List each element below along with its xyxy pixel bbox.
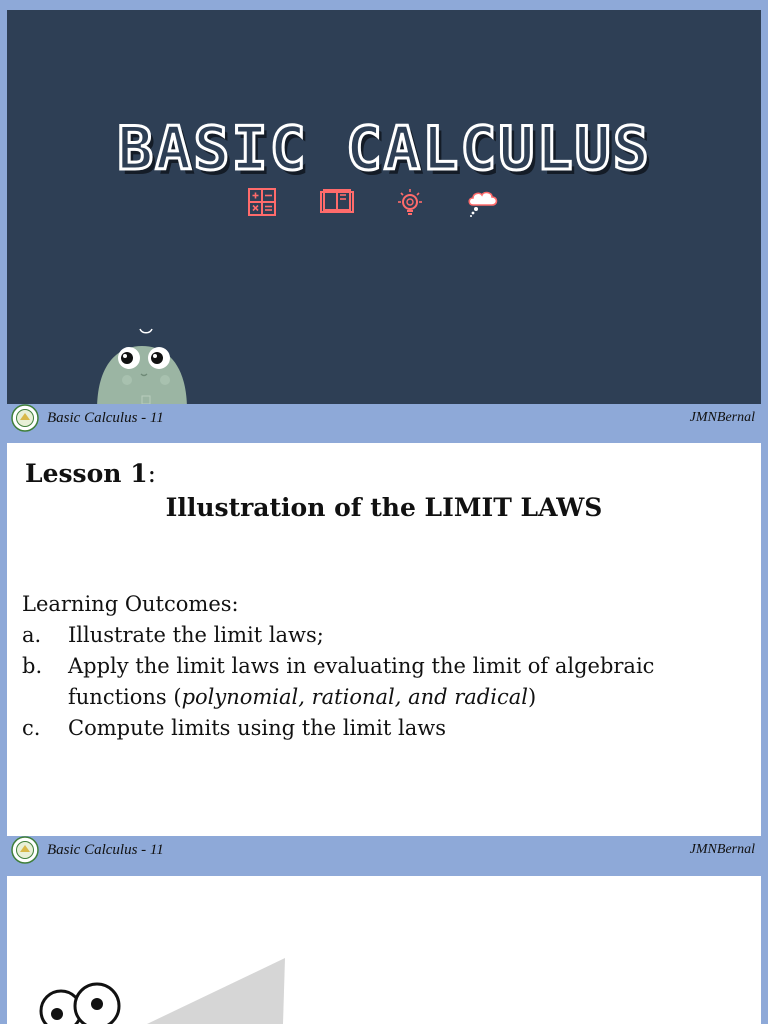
list-item bbox=[22, 620, 742, 651]
outcomes-heading: Learning Outcomes: bbox=[22, 592, 239, 616]
outcome-text: Illustrate the limit laws; bbox=[68, 623, 324, 647]
frog-mascot-illustration bbox=[87, 320, 197, 404]
book-icon bbox=[319, 187, 355, 217]
course-label: Basic Calculus - 11 bbox=[47, 409, 164, 426]
title-slide bbox=[7, 10, 761, 404]
school-seal-icon bbox=[11, 836, 39, 864]
author-label: JMNBernal bbox=[689, 842, 755, 857]
calculator-icon bbox=[247, 187, 277, 217]
eyes-illustration bbox=[7, 876, 761, 1024]
lesson-slide bbox=[7, 443, 761, 836]
lesson-title: Illustration of the LIMIT LAWS bbox=[165, 493, 603, 522]
list-item bbox=[22, 713, 742, 744]
learning-outcomes bbox=[22, 589, 742, 744]
outcome-text: Compute limits using the limit laws bbox=[68, 716, 446, 740]
list-marker: c. bbox=[22, 716, 41, 740]
school-seal-icon bbox=[11, 404, 39, 432]
outcome-text: Apply the limit laws in evaluating the limit of algebraic functions (polynomial, rational, and radical) bbox=[68, 654, 655, 709]
icon-row bbox=[239, 187, 499, 221]
lightbulb-icon bbox=[394, 187, 426, 221]
thought-cloud-icon bbox=[465, 187, 501, 219]
lesson-label: Lesson 1: bbox=[25, 459, 157, 488]
author-label: JMNBernal bbox=[689, 410, 755, 425]
next-slide bbox=[7, 876, 761, 1024]
slide-title: BASIC CALCULUS bbox=[117, 114, 651, 184]
slide-footer bbox=[7, 836, 761, 864]
course-label: Basic Calculus - 11 bbox=[47, 841, 164, 858]
slide-footer bbox=[7, 404, 761, 432]
list-marker: b. bbox=[22, 654, 43, 678]
list-marker: a. bbox=[22, 623, 42, 647]
list-item bbox=[22, 651, 742, 713]
